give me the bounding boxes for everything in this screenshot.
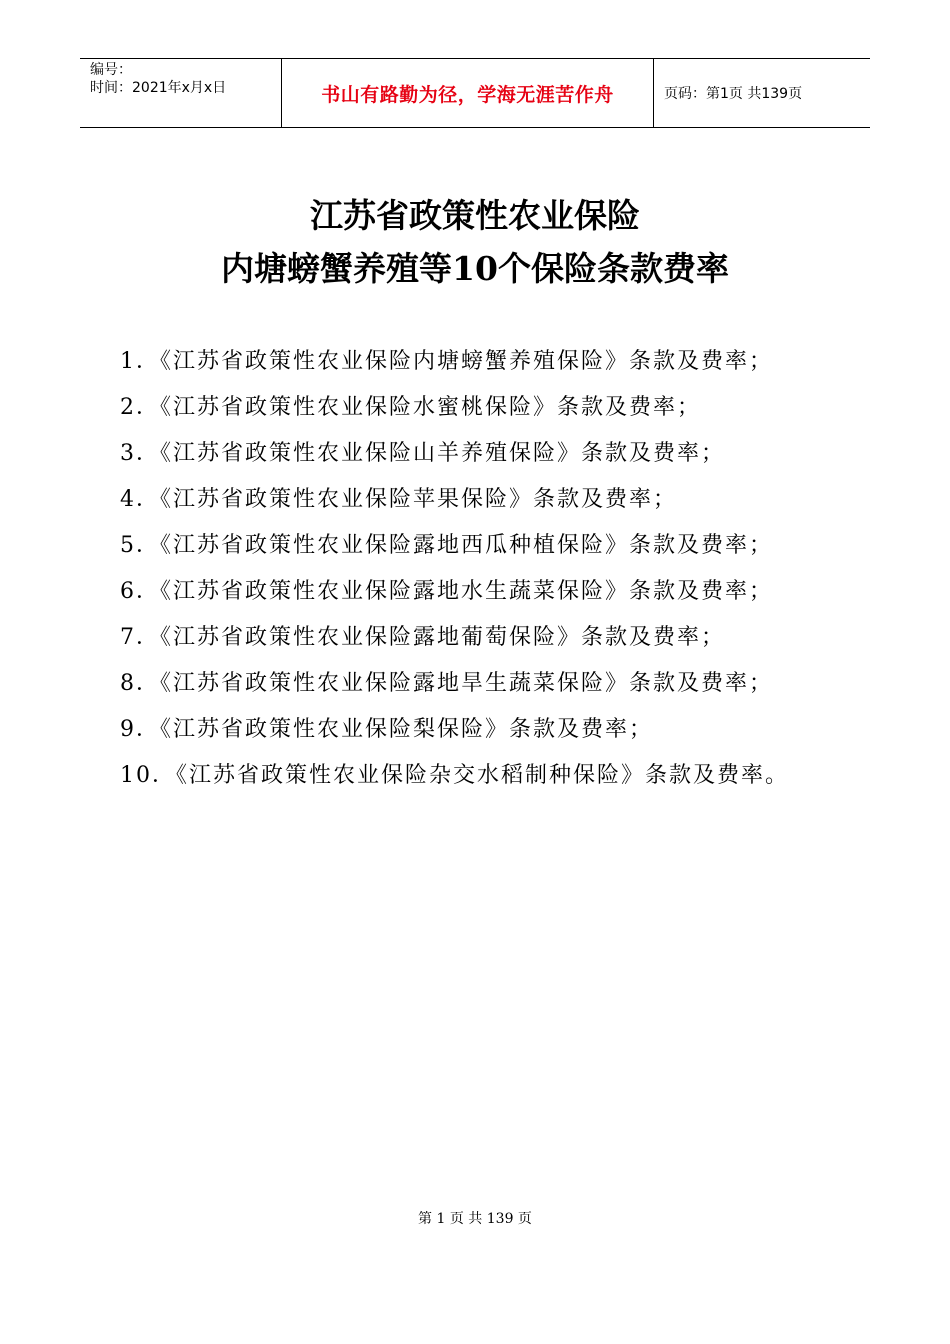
list-item: 2．《江苏省政策性农业保险水蜜桃保险》条款及费率； <box>120 395 701 420</box>
list-item: 8．《江苏省政策性农业保险露地旱生蔬菜保险》条款及费率； <box>120 671 773 696</box>
document-time-label: 时间：2021年x月x日 <box>90 80 227 96</box>
document-title-line1: 江苏省政策性农业保险 <box>310 196 640 235</box>
list-item: 3．《江苏省政策性农业保险山羊养殖保险》条款及费率； <box>120 441 725 466</box>
insurance-clause-list <box>120 339 789 799</box>
list-item: 4．《江苏省政策性农业保险苹果保险》条款及费率； <box>120 487 677 512</box>
list-item: 10．《江苏省政策性农业保险杂交水稻制种保险》条款及费率。 <box>120 763 789 788</box>
page-footer: 第 1 页 共 139 页 <box>418 1211 532 1227</box>
document-header <box>80 58 870 128</box>
header-page-label: 页码：第1页 共139页 <box>664 86 803 102</box>
document-number-label: 编号： <box>90 62 132 78</box>
header-motto: 书山有路勤为径，学海无涯苦作舟 <box>282 59 654 127</box>
list-item: 5．《江苏省政策性农业保险露地西瓜种植保险》条款及费率； <box>120 533 773 558</box>
header-meta <box>80 59 282 127</box>
list-item: 9．《江苏省政策性农业保险梨保险》条款及费率； <box>120 717 653 742</box>
document-title-line2: 内塘螃蟹养殖等10个保险条款费率 <box>221 249 729 288</box>
list-item: 6．《江苏省政策性农业保险露地水生蔬菜保险》条款及费率； <box>120 579 773 604</box>
list-item: 7．《江苏省政策性农业保险露地葡萄保险》条款及费率； <box>120 625 725 650</box>
list-item: 1．《江苏省政策性农业保险内塘螃蟹养殖保险》条款及费率； <box>120 349 773 374</box>
